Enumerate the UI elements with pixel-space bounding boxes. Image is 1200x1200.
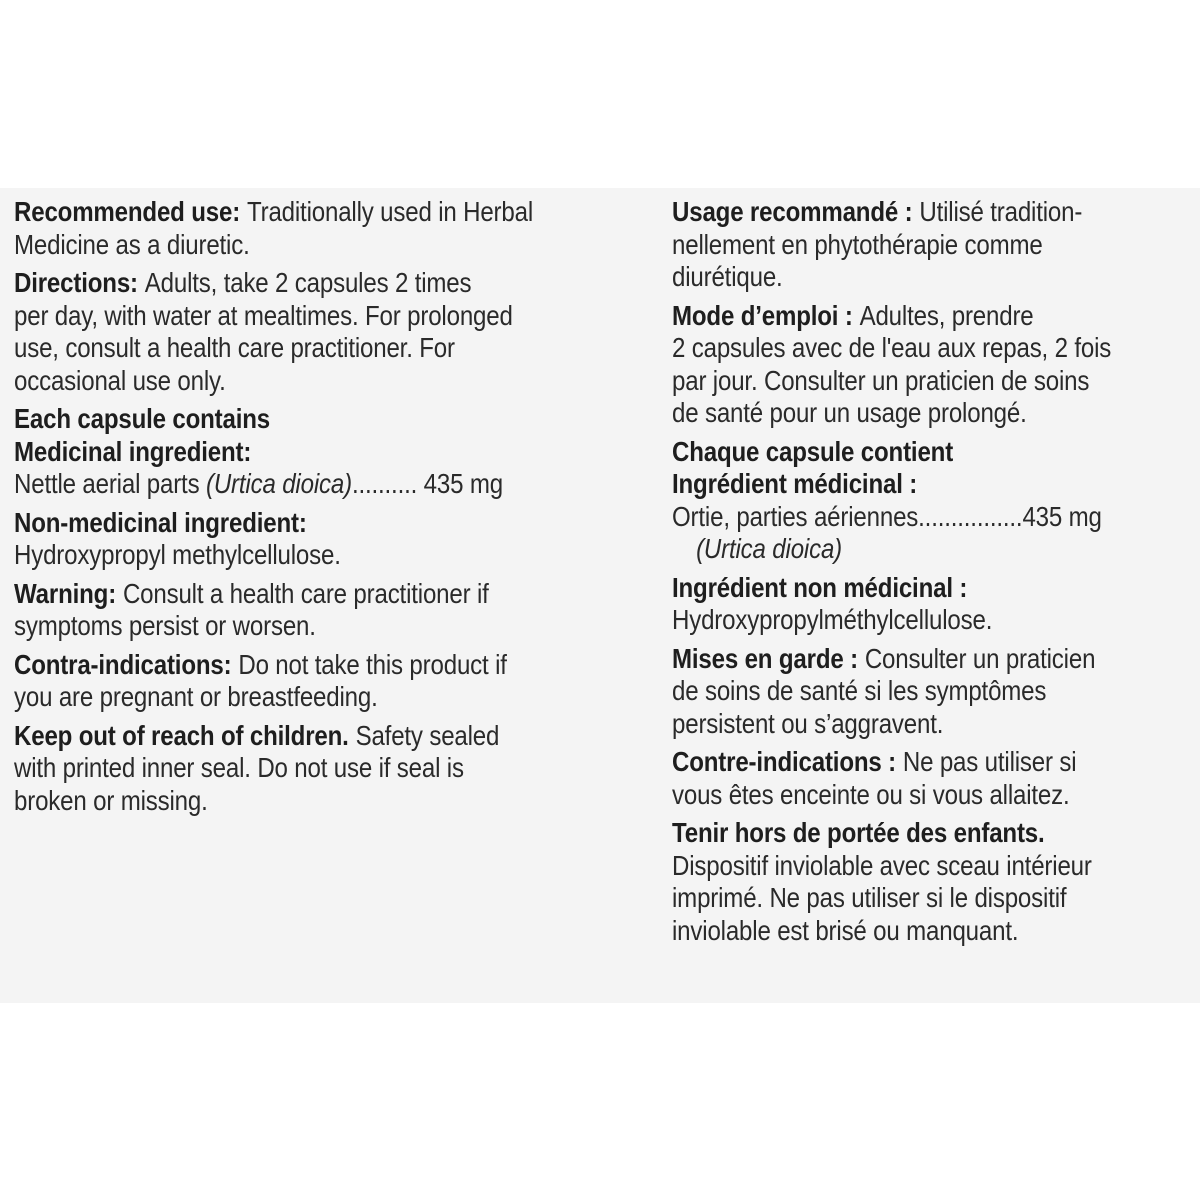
contra-indications-text: you are pregnant or breastfeeding. <box>14 681 378 712</box>
each-capsule-heading: Each capsule contains <box>14 403 271 434</box>
usage-recommande-section <box>672 196 1197 294</box>
recommended-use-text: Medicine as a diuretic. <box>14 228 250 260</box>
medicinal-ingredient-label: Medicinal ingredient: <box>14 435 252 467</box>
recommended-use-text: Traditionally used in Herbal <box>246 196 534 227</box>
mode-emploi-text: 2 capsules avec de l'eau aux repas, 2 fois <box>672 332 1112 363</box>
french-column <box>672 196 1197 953</box>
usage-recommande-text: Utilisé tradition- <box>919 196 1083 227</box>
non-medicinal-section <box>14 507 634 572</box>
leader-dots: .......... <box>351 468 418 499</box>
tenir-hors-label: Tenir hors de portée des enfants. <box>672 817 1045 848</box>
english-column <box>14 196 634 823</box>
non-medicinal-label: Non-medicinal ingredient: <box>14 506 307 538</box>
warning-text: Consult a health care practitioner if <box>122 577 489 609</box>
directions-text: Adults, take 2 capsules 2 times <box>144 267 472 298</box>
ingredient-latin: (Urtica dioica) <box>205 468 352 499</box>
label-panel <box>0 188 1200 1003</box>
recommended-use-section <box>14 196 634 261</box>
keep-out-text: broken or missing. <box>14 784 208 816</box>
usage-recommande-label: Usage recommandé : <box>672 196 913 227</box>
ingredient-name: Ortie, parties aériennes <box>672 500 919 532</box>
warning-label: Warning: <box>14 577 117 609</box>
mises-en-garde-text: de soins de santé si les symptômes <box>672 675 1047 706</box>
ingredient-amount: 435 mg <box>1022 500 1102 532</box>
mises-en-garde-section <box>672 643 1197 741</box>
non-medicinal-value: Hydroxypropyl methylcellulose. <box>14 539 341 570</box>
keep-out-label: Keep out of reach of children. <box>14 719 349 751</box>
ingredients-fr-section <box>672 436 1197 566</box>
usage-recommande-text: nellement en phytothérapie comme <box>672 228 1043 260</box>
warning-text: symptoms persist or worsen. <box>14 610 316 641</box>
tenir-hors-text: Dispositif inviolable avec sceau intérieur <box>672 849 1092 881</box>
contra-indications-label: Contra-indications: <box>14 648 232 680</box>
mode-emploi-section <box>672 300 1197 430</box>
keep-out-text: with printed inner seal. Do not use if seal is <box>14 752 464 783</box>
tenir-hors-text: inviolable est brisé ou manquant. <box>672 914 1019 946</box>
mode-emploi-label: Mode d’emploi : <box>672 299 853 331</box>
mises-en-garde-text: Consulter un praticien <box>864 642 1096 674</box>
ingredient-amount: 435 mg <box>423 468 503 499</box>
contra-indications-section <box>14 649 634 714</box>
usage-recommande-text: diurétique. <box>672 261 783 292</box>
directions-label: Directions: <box>14 267 138 298</box>
ingredient-non-medicinal-label: Ingrédient non médicinal : <box>672 571 968 603</box>
contre-indications-text: Ne pas utiliser si <box>902 746 1077 777</box>
keep-out-text: Safety sealed <box>355 719 500 751</box>
recommended-use-label: Recommended use: <box>14 196 241 227</box>
tenir-hors-section <box>672 817 1197 947</box>
medicinal-ingredient-row <box>14 468 633 501</box>
mode-emploi-text: par jour. Consulter un praticien de soins <box>672 364 1090 396</box>
warning-section <box>14 578 634 643</box>
contre-indications-label: Contre-indications : <box>672 746 896 777</box>
mode-emploi-text: Adultes, prendre <box>859 299 1034 331</box>
mode-emploi-text: de santé pour un usage prolongé. <box>672 397 1027 428</box>
contre-indications-text: vous êtes enceinte ou si vous allaitez. <box>672 778 1070 810</box>
ingredient-latin: (Urtica dioica) <box>696 533 843 564</box>
directions-text: occasional use only. <box>14 364 226 396</box>
contra-indications-text: Do not take this product if <box>238 648 507 680</box>
chaque-capsule-heading: Chaque capsule contient <box>672 435 954 467</box>
directions-text: use, consult a health care practitioner. For <box>14 332 455 363</box>
mises-en-garde-label: Mises en garde : <box>672 642 858 674</box>
mises-en-garde-text: persistent ou s’aggravent. <box>672 707 944 739</box>
ingredient-medicinal-label: Ingrédient médicinal : <box>672 468 918 499</box>
ingredient-medicinal-row <box>672 501 1196 534</box>
ingredients-section <box>14 403 634 501</box>
ingredient-name: Nettle aerial parts <box>14 468 200 499</box>
tenir-hors-text: imprimé. Ne pas utiliser si le dispositif <box>672 882 1067 913</box>
keep-out-section <box>14 720 634 818</box>
directions-text: per day, with water at mealtimes. For prolonged <box>14 299 513 331</box>
contre-indications-section <box>672 746 1197 811</box>
directions-section <box>14 267 634 397</box>
leader-dots: ................ <box>918 500 1023 532</box>
non-medicinal-fr-section <box>672 572 1197 637</box>
ingredient-non-medicinal-value: Hydroxypropylméthylcellulose. <box>672 604 993 635</box>
